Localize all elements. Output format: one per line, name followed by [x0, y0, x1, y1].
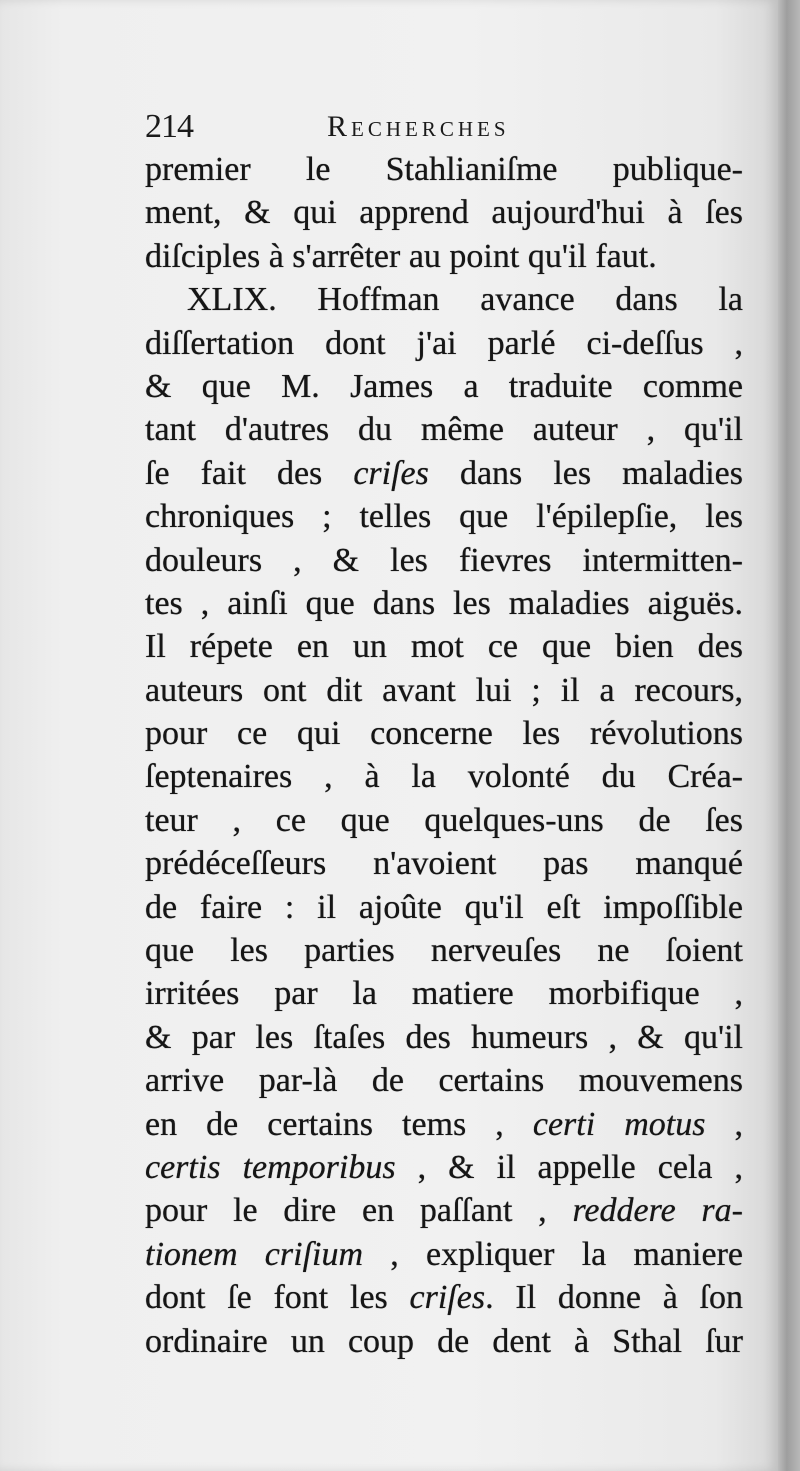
text-line: tes , ainſi que dans les maladies aiguës. — [145, 584, 743, 622]
text-line: ſe fait des criſes dans les maladies — [145, 454, 743, 492]
text-line: & par les ſtaſes des humeurs , & qu'il — [145, 1018, 743, 1056]
text-line: de faire : il ajoûte qu'il eſt impoſſible — [145, 888, 743, 926]
text-line: chroniques ; telles que l'épilepſie, les — [145, 498, 743, 536]
text-line: tant d'autres du même auteur , qu'il — [145, 411, 743, 449]
page-edge — [778, 0, 800, 1471]
running-head: Recherches — [327, 110, 510, 143]
text-line: en de certains tems , certi motus , — [145, 1105, 743, 1143]
text-line: auteurs ont dit avant lui ; il a recours, — [145, 671, 743, 709]
text-line: diſciples à s'arrêter au point qu'il faut. — [145, 237, 657, 275]
text-line: ordinaire un coup de dent à Sthal ſur — [145, 1322, 743, 1360]
text-line: teur , ce que quelques-uns de ſes — [145, 801, 743, 839]
text-line: Il répete en un mot ce que bien des — [145, 628, 743, 666]
text-line: tionem criſium , expliquer la maniere — [145, 1235, 743, 1273]
text-line: ment, & qui apprend aujourd'hui à ſes — [145, 194, 743, 232]
text-line: pour ce qui concerne les révolutions — [145, 715, 743, 753]
text-line: que les parties nerveuſes ne ſoient — [145, 932, 743, 970]
text-line: pour le dire en paſſant , reddere ra- — [145, 1192, 743, 1230]
text-line: certis temporibus , & il appelle cela , — [145, 1148, 743, 1186]
text-line: dont ſe font les criſes. Il donne à ſon — [145, 1279, 743, 1317]
text-line: douleurs , & les fievres intermitten- — [145, 541, 743, 579]
text-line: & que M. James a traduite comme — [145, 367, 743, 405]
page-header — [145, 108, 745, 152]
text-line: ſeptenaires , à la volonté du Créa- — [145, 758, 743, 796]
text-line: irritées par la matiere morbifique , — [145, 975, 743, 1013]
text-line: arrive par-là de certains mouvemens — [145, 1062, 743, 1100]
text-line: prédéceſſeurs n'avoient pas manqué — [145, 845, 743, 883]
body-text — [145, 148, 743, 1363]
text-line: XLIX. Hoffman avance dans la — [187, 281, 743, 319]
text-line: diſſertation dont j'ai parlé ci-deſſus , — [145, 324, 743, 362]
text-line: premier le Stahlianiſme publique- — [145, 151, 743, 188]
page-number: 214 — [145, 108, 193, 145]
